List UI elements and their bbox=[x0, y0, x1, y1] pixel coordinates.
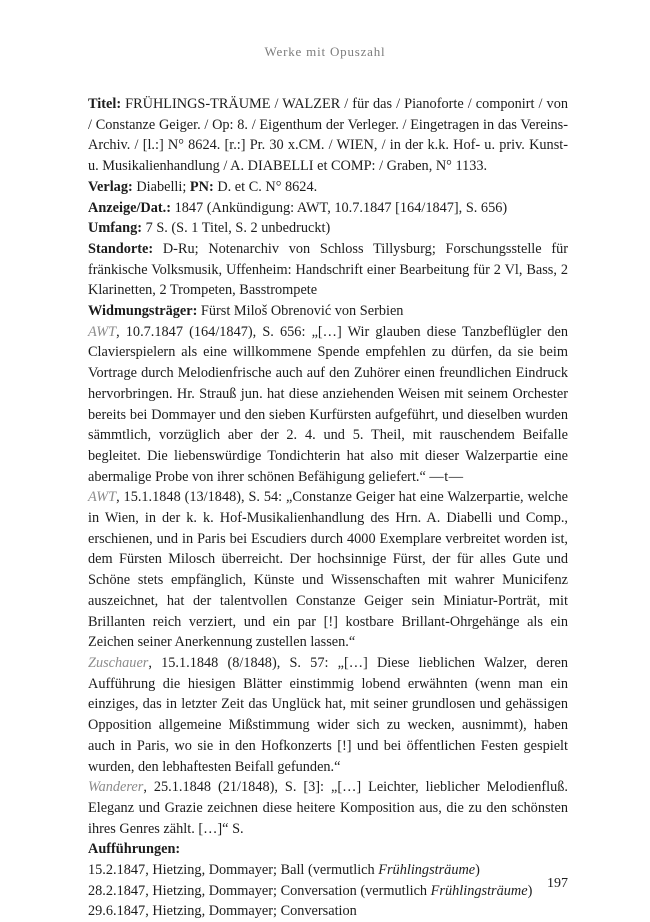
widmung-text: Fürst Miloš Obrenović von Serbien bbox=[200, 303, 404, 320]
page-number: 197 bbox=[547, 876, 568, 891]
review-entry bbox=[88, 653, 568, 777]
review-source: Zuschauer bbox=[88, 654, 149, 671]
standorte-label: Standorte: bbox=[88, 240, 154, 257]
titel-label: Titel: bbox=[88, 96, 122, 112]
performance-item: 29.6.1847, Hietzing, Dommayer; Conversation bbox=[88, 903, 357, 920]
performance-work-title: Frühlingsträume bbox=[430, 882, 528, 899]
umfang-label: Umfang: bbox=[88, 220, 143, 237]
verlag-label: Verlag: bbox=[88, 178, 133, 195]
review-source: AWT bbox=[88, 489, 117, 506]
pn-label: PN: bbox=[189, 178, 214, 195]
review-source: AWT bbox=[88, 323, 117, 340]
widmung-label: Widmungsträger: bbox=[88, 303, 198, 320]
review-signature: —t— bbox=[429, 468, 464, 485]
performance-item: 28.2.1847, Hietzing, Dommayer; Conversation (vermutlich Frühlingsträume) bbox=[88, 882, 533, 899]
review-text: , 15.1.1848 (13/1848), S. 54: „Constanze Geiger hat eine Walzerpartie, welche in Wien, in der k. k. Hof-Musikalienhandlung des Hrn. A. Diabelli und Comp., erschienen, und in Paris bei Escudiers durch 4000 Exemplare verbreitet worden ist, dem Fürsten Milosch überreicht. Der hochsinnige Fürst, der für alles Gute und Schöne stets empfänglich, Künste und Wissenschaften mit wahrer Municifenz auszeichnet, hat der talentvollen Constanze Geiger sein Miniatur-Porträt, mit Brillanten reich verziert, und ein par [!] kostbare Brillant-Ohrgehänge als ein Zeichen seiner Anerkennung zustellen lassen.“ bbox=[88, 489, 568, 651]
performance-work-title: Frühlingsträume bbox=[378, 862, 476, 879]
review-text: , 10.7.1847 (164/1847), S. 656: „[…] Wir glauben diese Tanzbeflügler den Clavierspielern als eine willkommene Spende empfehlen zu dürfen, da sie beim Vortrage durch Melodienfrische auch auf den Zuhörer einen freundlichen Eindruck hervorbringen. Hr. Strauß jun. hat diese anziehenden Weisen mit seinem Orchester bereits bei Dommayer und den sieben Kurfürsten aufgeführt, und dieselben wurden sämmtlich, vorzüglich aber der 2. 4. und 5. Theil, mit rauschendem Beifalle begleitet. Die liebenswürdige Tondichterin hat also mit dieser Walzerpartie eine abermalige Probe von ihrer schönen Befähigung geliefert.“ bbox=[88, 323, 568, 485]
review-entry bbox=[88, 487, 568, 653]
review-text: , 15.1.1848 (8/1848), S. 57: „[…] Diese lieblichen Walzer, deren Aufführung die hiesigen Blätter einstimmig lobend erwähnten (wenn man ein einziges, das in letzter Zeit das Unglück hat, mit seiner grundlosen und gehässigen Opposition allgemeine Mißstimmung wider sich zu wecken, ausnimmt), haben auch in Paris, wo sie in den Hofkonzerts [!] und bei öffentlichen Festen gespielt wurden, den lebhaftesten Beifall gefunden.“ bbox=[88, 654, 568, 775]
review-entry bbox=[88, 322, 568, 488]
titel-field bbox=[88, 94, 568, 177]
verlag-text: Diabelli; bbox=[136, 178, 187, 195]
performance-item: 15.2.1847, Hietzing, Dommayer; Ball (vermutlich Frühlingsträume) bbox=[88, 862, 480, 879]
verlag-field bbox=[88, 177, 568, 198]
anzeige-field bbox=[88, 198, 568, 219]
standorte-text: D-Ru; Notenarchiv von Schloss Tillysburg; Forschungsstelle für fränkische Volksmusik, Uffenheim: Handschrift einer Bearbeitung für 2 Vl, Bass, 2 Klarinetten, 2 Trompeten, Basstrompete bbox=[88, 240, 569, 299]
umfang-text: 7 S. (S. 1 Titel, S. 2 unbedruckt) bbox=[145, 220, 331, 237]
widmung-field bbox=[88, 301, 568, 322]
catalog-entry bbox=[88, 94, 568, 922]
pn-text: D. et C. N° 8624. bbox=[217, 178, 318, 195]
review-source: Wanderer bbox=[88, 779, 144, 796]
umfang-field bbox=[88, 218, 568, 239]
standorte-field bbox=[88, 239, 568, 301]
review-text: , 25.1.1848 (21/1848), S. [3]: „[…] Leichter, lieblicher Melodienfluß. Eleganz und Grazie zeichnen diese heitere Komposition aus, die zu den schönsten ihres Genres zählt. […]“ S. bbox=[88, 779, 568, 837]
review-entry bbox=[88, 777, 568, 839]
titel-text: FRÜHLINGS-TRÄUME / WALZER / für das / Pianoforte / componirt / von / Constanze Geiger. / Op: 8. / Eigenthum der Verleger. / Eingetragen in das Vereins-Archiv. / [l.:] N° 8624. [r.:] Pr. 30 x.CM. / WIEN, / in der k.k. Hof- u. priv. Kunst- u. Musikalienhandlung / A. DIABELLI et COMP: / Graben, N° 1133. bbox=[88, 96, 568, 175]
anzeige-label: Anzeige/Dat.: bbox=[88, 199, 171, 216]
anzeige-text: 1847 (Ankündigung: AWT, 10.7.1847 [164/1847], S. 656) bbox=[174, 199, 508, 216]
performances-label: Aufführungen: bbox=[88, 841, 181, 858]
running-head: Werke mit Opuszahl bbox=[264, 44, 386, 59]
performances-heading bbox=[88, 839, 568, 860]
